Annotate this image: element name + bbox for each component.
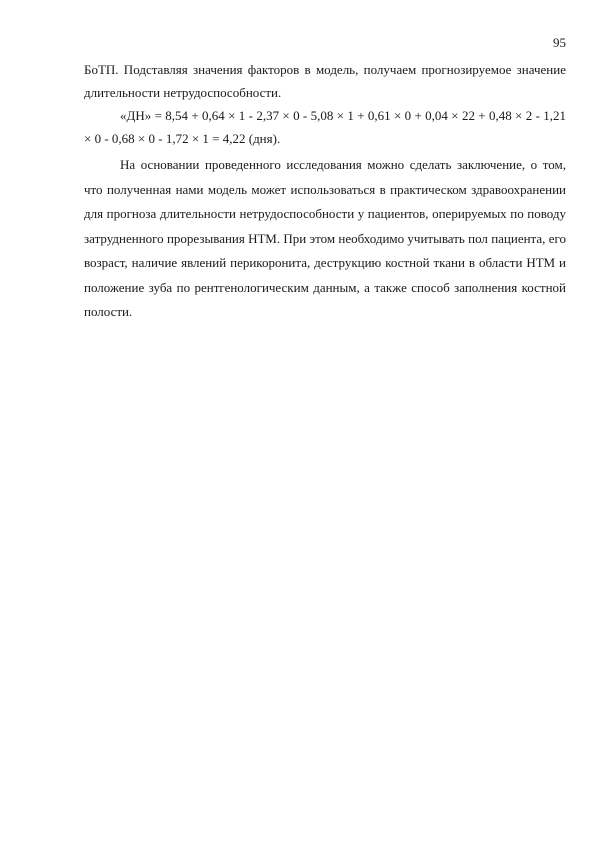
document-body [84,58,566,325]
paragraph-model-intro: БоТП. Подставляя значения факторов в модель, получаем прогнозируемое значение длительности нетрудоспособности. [84,62,566,100]
page-number: 95 [553,35,566,50]
paragraph-conclusion: На основании проведенного исследования можно сделать заключение, о том, что полученная нами модель может использоваться в практическом здравоохранении для прогноза длительности нетрудоспособности у пациентов, оперируемых по поводу затрудненного прорезывания НТМ. При этом необходимо учитывать пол пациента, его возраст, наличие явлений перикоронита, деструкцию костной ткани в области НТМ и положение зуба по рентгенологическим данным, а также способ заполнения костной полости. [84,157,566,319]
paragraph-formula: «ДН» = 8,54 + 0,64 × 1 - 2,37 × 0 - 5,08 × 1 + 0,61 × 0 + 0,04 × 22 + 0,48 × 2 - 1,21 × 0 - 0,68 × 0 - 1,72 × 1 = 4,22 (дня). [84,108,566,146]
